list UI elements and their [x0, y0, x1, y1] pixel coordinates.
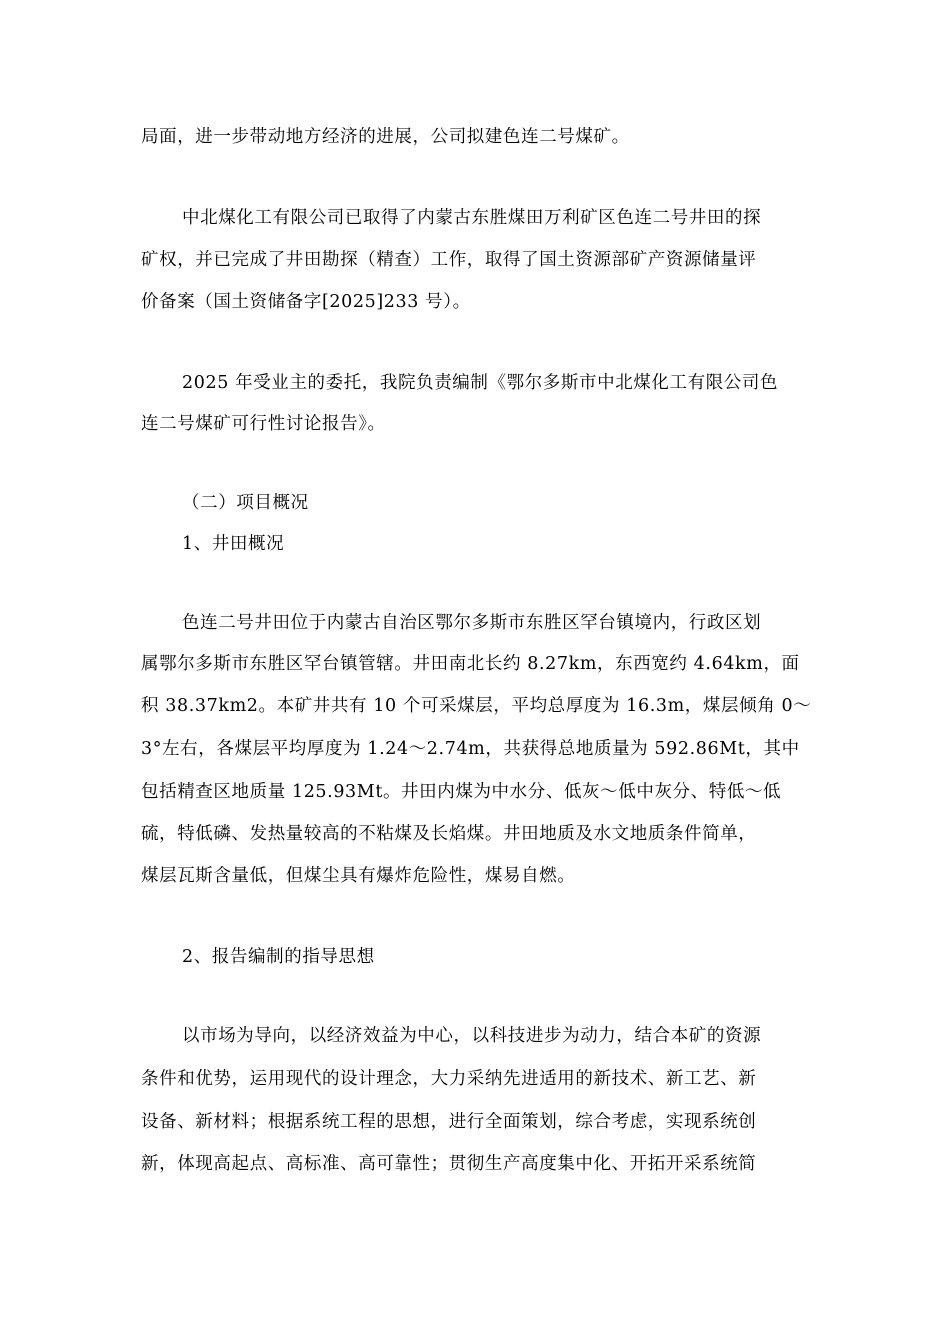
paragraph-line: 局面，进一步带动地方经济的进展，公司拟建色连二号煤矿。: [141, 127, 630, 147]
paragraph-line: 新，体现高起点、高标准、高可靠性；贯彻生产高度集中化、开拓开采系统简: [141, 1154, 757, 1174]
paragraph-line: 2025 年受业主的委托，我院负责编制《鄂尔多斯市中北煤化工有限公司色: [182, 373, 779, 393]
paragraph-line: 属鄂尔多斯市东胜区罕台镇管辖。井田南北长约 8.27km，东西宽约 4.64km，面: [141, 654, 800, 674]
paragraph-line: 煤层瓦斯含量低，但煤尘具有爆炸危险性，煤易自燃。: [141, 866, 576, 886]
paragraph-line: 积 38.37km2。本矿井共有 10 个可采煤层，平均总厚度为 16.3m，煤层倾角 0～: [141, 696, 812, 716]
paragraph-line: 连二号煤矿可行性讨论报告》。: [141, 414, 386, 434]
paragraph-line: 硫，特低磷、发热量较高的不粘煤及长焰煤。井田地质及水文地质条件简单，: [141, 824, 757, 844]
paragraph-line: 以市场为导向，以经济效益为中心，以科技进步为动力，结合本矿的资源: [182, 1026, 762, 1046]
paragraph-line: 色连二号井田位于内蒙古自治区鄂尔多斯市东胜区罕台镇境内，行政区划: [182, 613, 762, 633]
section-heading: （二）项目概况: [182, 493, 309, 513]
paragraph-line: 设备、新材料；根据系统工程的思想，进行全面策划，综合考虑，实现系统创: [141, 1112, 757, 1132]
sub-heading: 2、报告编制的指导思想: [182, 947, 375, 967]
paragraph-line: 包括精查区地质量 125.93Mt。井田内煤为中水分、低灰～低中灰分、特低～低: [141, 782, 782, 802]
sub-heading: 1、井田概况: [182, 534, 285, 554]
paragraph-line: 3°左右，各煤层平均厚度为 1.24～2.74m，共获得总地质量为 592.86Mt，其中: [141, 739, 800, 759]
paragraph-line: 条件和优势，运用现代的设计理念，大力采纳先进适用的新技术、新工艺、新: [141, 1069, 757, 1089]
paragraph-line: 矿权，并已完成了井田勘探（精查）工作，取得了国土资源部矿产资源储量评: [141, 250, 757, 270]
paragraph-line: 价备案（国土资储备字[2025]233 号）。: [141, 292, 471, 312]
paragraph-line: 中北煤化工有限公司已取得了内蒙古东胜煤田万利矿区色连二号井田的探: [182, 208, 762, 228]
